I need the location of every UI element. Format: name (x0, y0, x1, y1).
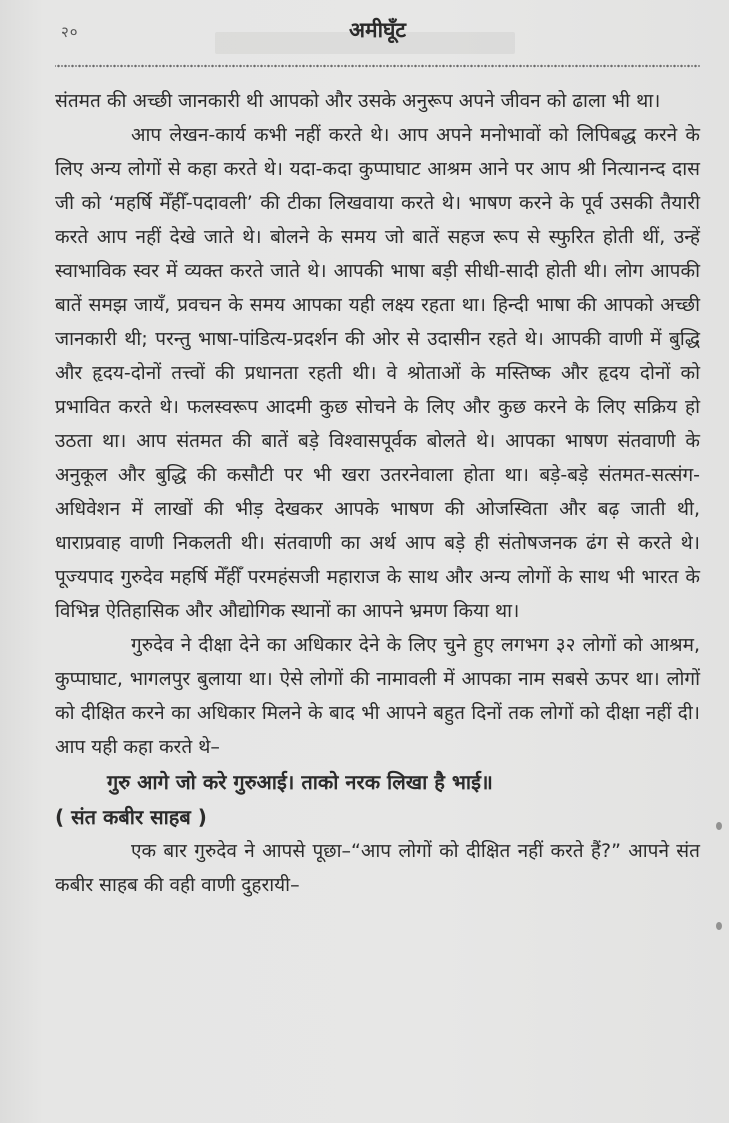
paragraph-2: आप लेखन-कार्य कभी नहीं करते थे। आप अपने मनोभावों को लिपिबद्ध करने के लिए अन्य लोगों से कहा करते थे। यदा-कदा कुप्पाघाट आश्रम आने पर आप श्री नित्यानन्द दास जी को ‘महर्षि मेँहीँ-पदावली’ की टीका लिखवाया करते थे। भाषण करने के पूर्व उसकी तैयारी करते आप नहीं देखे जाते थे। बोलने के समय जो बातें सहज रूप से स्फुरित होती थीं, उन्हें स्वाभाविक स्वर में व्यक्त करते जाते थे। आपकी भाषा बड़ी सीधी-सादी होती थी। लोग आपकी बातें समझ जायँ, प्रवचन के समय आपका यही लक्ष्य रहता था। हिन्दी भाषा की आपको अच्छी जानकारी थी; परन्तु भाषा-पांडित्य-प्रदर्शन की ओर से उदासीन रहते थे। आपकी वाणी में बुद्धि और हृदय-दोनों तत्त्वों की प्रधानता रहती थी। वे श्रोताओं के मस्तिष्क और हृदय दोनों को प्रभावित करते थे। फलस्वरूप आदमी कुछ सोचने के लिए और कुछ करने के लिए सक्रिय हो उठता था। आप संतमत की बातें बड़े विश्वासपूर्वक बोलते थे। आपका भाषण संतवाणी के अनुकूल और बुद्धि की कसौटी पर भी खरा उतरनेवाला होता था। बड़े-बड़े संतमत-सत्संग-अधिवेशन में लाखों की भीड़ देखकर आपके भाषण की ओजस्विता और बढ़ जाती थी, धाराप्रवाह वाणी निकलती थी। संतवाणी का अर्थ आप बड़े ही संतोषजनक ढंग से करते थे। पूज्यपाद गुरुदेव महर्षि मेँहीँ परमहंसजी महाराज के साथ और अन्य लोगों के साथ भी भारत के विभिन्न ऐतिहासिक और औद्योगिक स्थानों का आपने भ्रमण किया था। (55, 124, 700, 622)
paragraph-3: गुरुदेव ने दीक्षा देने का अधिकार देने के लिए चुने हुए लगभग ३२ लोगों को आश्रम, कुप्पाघाट, भागलपुर बुलाया था। ऐसे लोगों की नामावली में आपका नाम सबसे ऊपर था। लोगों को दीक्षित करने का अधिकार मिलने के बाद भी आपने बहुत दिनों तक लोगों को दीक्षा नहीं दी। आप यही कहा करते थे– (55, 634, 700, 758)
page-header (55, 16, 700, 56)
paragraph-1: संतमत की अच्छी जानकारी थी आपको और उसके अनुरूप अपने जीवन को ढाला भी था। (55, 90, 661, 112)
running-title: अमीघूँट (348, 18, 407, 42)
closing-paragraph: एक बार गुरुदेव ने आपसे पूछा–“आप लोगों को दीक्षित नहीं करते हैं?” आपने संत कबीर साहब की वही वाणी दुहरायी– (55, 840, 700, 896)
scan-speck (716, 922, 722, 930)
verse-attribution: ( संत कबीर साहब ) (55, 805, 207, 829)
scan-speck (716, 822, 722, 830)
ornamental-divider (55, 62, 700, 70)
page-number: २० (61, 23, 79, 41)
body-text (55, 84, 700, 902)
verse-quote: गुरु आगे जो करे गुरुआई। ताको नरक लिखा है भाई॥ (107, 770, 493, 794)
